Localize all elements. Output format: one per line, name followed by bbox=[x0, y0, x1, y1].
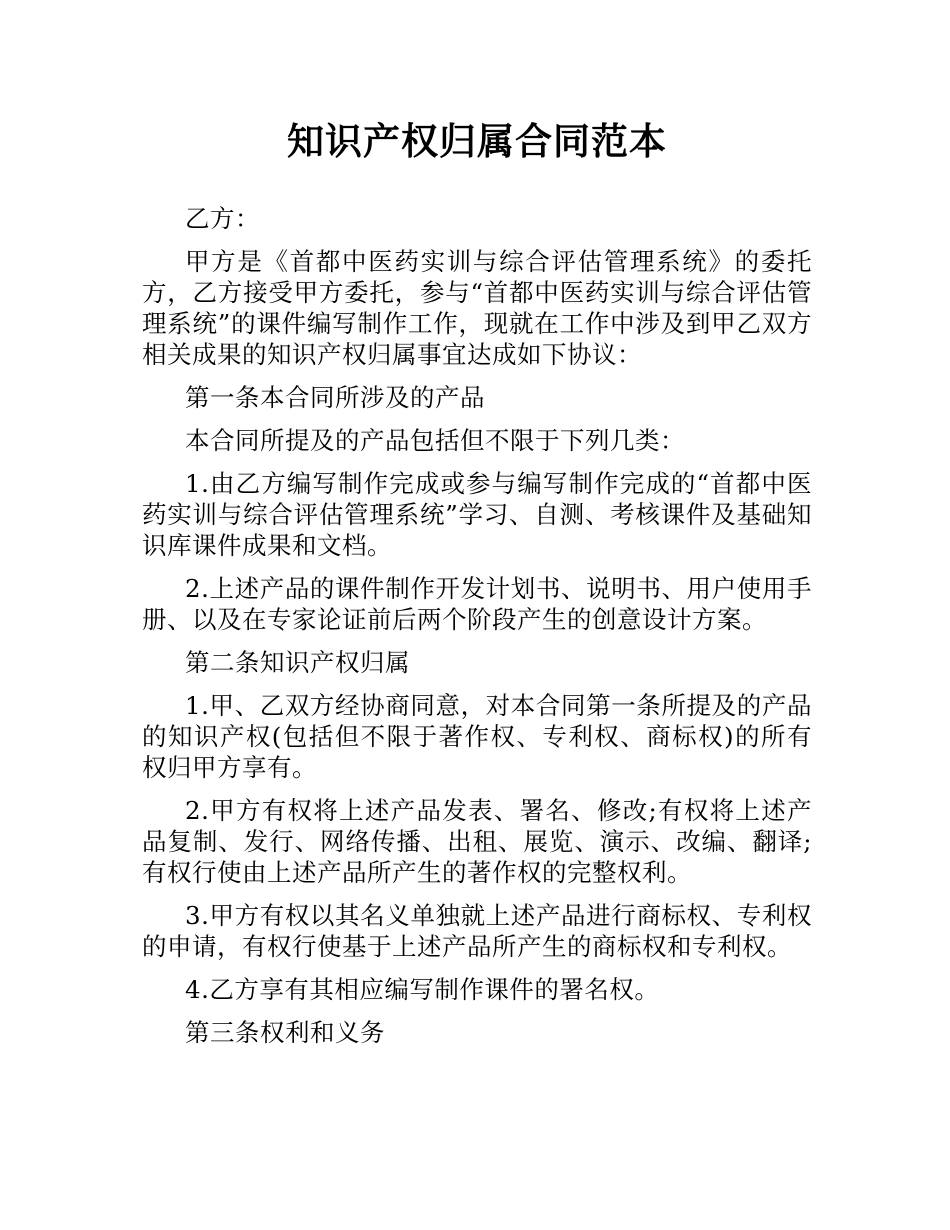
article-2-item-1: 1.甲、乙双方经协商同意，对本合同第一条所提及的产品的知识产权(包括但不限于著作权、专利权、商标权)的所有权归甲方享有。 bbox=[142, 691, 812, 782]
party-b-line: 乙方： bbox=[185, 204, 260, 233]
document-title: 知识产权归属合同范本 bbox=[287, 120, 667, 163]
preamble-paragraph: 甲方是《首都中医药实训与综合评估管理系统》的委托方，乙方接受甲方委托，参与“首都中医药实训与综合评估管理系统”的课件编写制作工作，现就在工作中涉及到甲乙双方相关成果的知识产权归属事宜达成如下协议： bbox=[142, 247, 812, 369]
article-1-item-1: 1.由乙方编写制作完成或参与编写制作完成的“首都中医药实训与综合评估管理系统”学习、自测、考核课件及基础知识库课件成果和文档。 bbox=[142, 469, 812, 560]
article-1-heading: 第一条本合同所涉及的产品 bbox=[185, 383, 485, 412]
article-2-item-4: 4.乙方享有其相应编写制作课件的署名权。 bbox=[185, 975, 660, 1004]
document-body bbox=[142, 203, 812, 1048]
article-2-heading: 第二条知识产权归属 bbox=[185, 648, 410, 677]
article-1-item-2: 2.上述产品的课件制作开发计划书、说明书、用户使用手册、以及在专家论证前后两个阶段产生的创意设计方案。 bbox=[142, 574, 812, 634]
article-2-item-3: 3.甲方有权以其名义单独就上述产品进行商标权、专利权的申请，有权行使基于上述产品所产生的商标权和专利权。 bbox=[142, 901, 812, 961]
article-2-item-2: 2.甲方有权将上述产品发表、署名、修改;有权将上述产品复制、发行、网络传播、出租、展览、演示、改编、翻译;有权行使由上述产品所产生的著作权的完整权利。 bbox=[142, 796, 812, 887]
article-1-intro: 本合同所提及的产品包括但不限于下列几类： bbox=[185, 426, 685, 455]
document-page bbox=[142, 0, 812, 1060]
article-3-heading: 第三条权利和义务 bbox=[185, 1018, 385, 1047]
